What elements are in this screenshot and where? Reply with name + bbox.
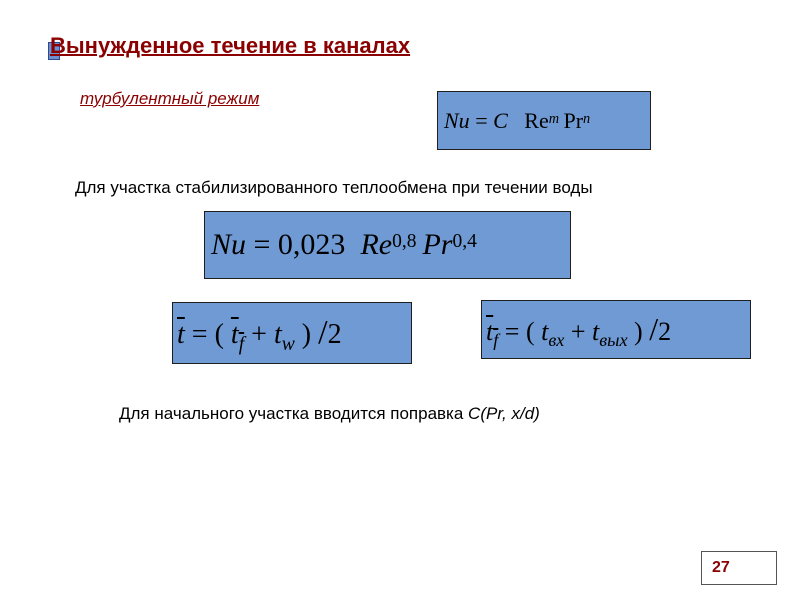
formula-fluid-temperature-content: $t_f$ = ( $t_{вх} + t_{вых}$ ) /2 — [486, 311, 672, 351]
page-number: 27 — [712, 559, 730, 576]
stabilized-section-text: Для участка стабилизированного теплообмена при течении воды — [75, 178, 593, 197]
subtitle-turbulent-regime: турбулентный режим — [80, 89, 260, 108]
entry-region-correction-text — [119, 404, 540, 424]
formula-mean-temperature-content: $\overline{t}$ = ( $t_f + t_w$ ) /2 — [177, 314, 342, 355]
formula-fluid-temperature — [481, 300, 751, 359]
correction-text-prefix: Для начального участка вводится поправка — [119, 404, 469, 423]
formula-general-content: Nu = C Re$^m$ Pr$^n$ — [444, 107, 591, 133]
formula-general — [437, 91, 651, 150]
formula-mean-temperature — [172, 302, 412, 364]
formula-stabilized — [204, 211, 571, 279]
page-number-badge — [701, 551, 777, 585]
formula-stabilized-content: Nu = 0,023 Re$^{0,8}$ Pr$^{0,4}$ — [211, 228, 477, 261]
page-title: Вынужденное течение в каналах — [50, 33, 411, 58]
correction-term: C(Pr, x/d) — [468, 404, 540, 423]
